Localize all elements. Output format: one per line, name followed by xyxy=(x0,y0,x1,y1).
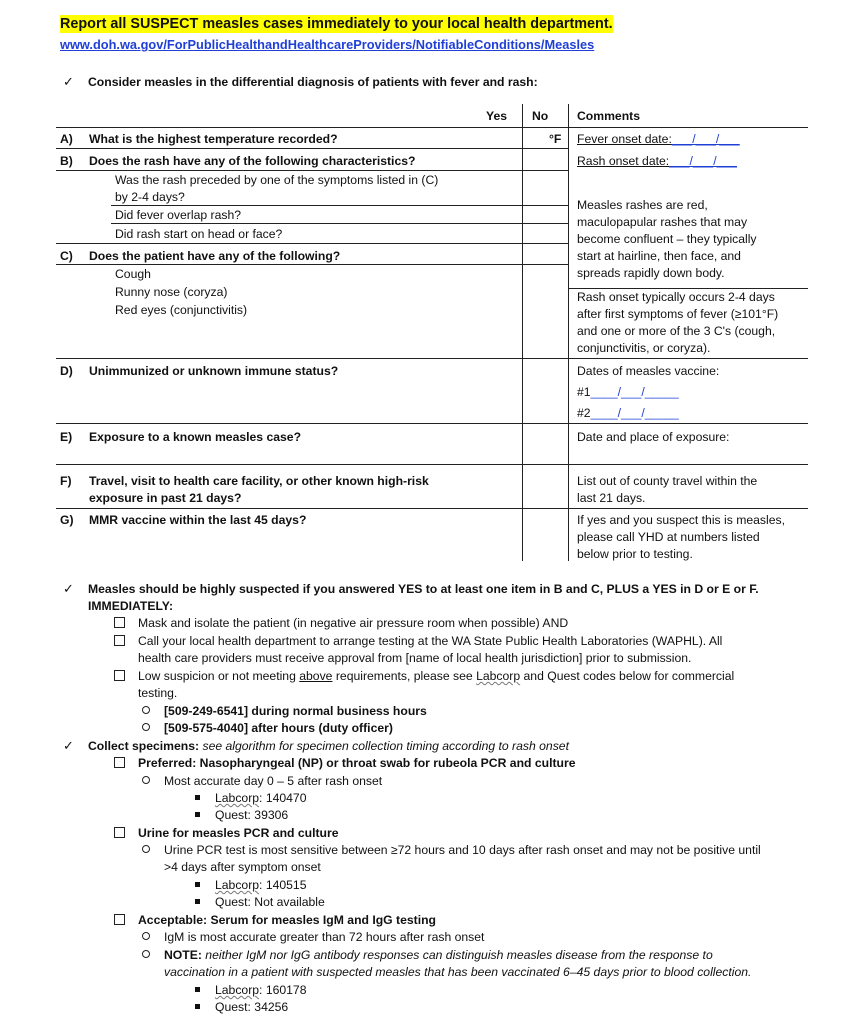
check-icon: ✓ xyxy=(63,738,74,753)
checkbox-icon[interactable] xyxy=(114,615,125,632)
rash-onset-description: Rash onset typically occurs 2-4 days after first symptoms of fever (≥101°F) and one or more of the 3 C's (cough, conjunctivitis, or coryza). xyxy=(577,290,779,355)
suspicion-criteria: Measles should be highly suspected if you answered YES to at least one item in B and C, PLUS a YES in D or E or F. xyxy=(88,582,759,596)
vaccine-dates-label: Dates of measles vaccine: xyxy=(577,364,720,378)
vaccine-date-1-field[interactable]: ____/___/_____ xyxy=(590,385,679,399)
antibody-note: NOTE: neither IgM nor IgG antibody responses can distinguish measles disease from the response to vaccination in a patient with suspected measles that has been vaccinated 6–45 days prior to blood collection. xyxy=(164,948,752,979)
immediately-label: IMMEDIATELY: xyxy=(88,599,174,613)
row-g-question: MMR vaccine within the last 45 days? xyxy=(89,513,307,527)
row-c-letter: C) xyxy=(60,249,73,263)
acceptable-specimen: Acceptable: Serum for measles IgM and IgG testing xyxy=(138,913,436,927)
vaccine-date-2: #2____/___/_____ xyxy=(577,406,679,420)
row-c-cough: Cough xyxy=(115,267,151,281)
row-f-question-2: exposure in past 21 days? xyxy=(89,491,242,505)
row-e-question: Exposure to a known measles case? xyxy=(89,430,302,444)
checkbox-icon[interactable] xyxy=(114,668,125,685)
vaccine-date-2-field[interactable]: ____/___/_____ xyxy=(590,406,679,420)
row-c-conjunctivitis: Red eyes (conjunctivitis) xyxy=(115,303,248,317)
igm-timing: IgM is most accurate greater than 72 hours after rash onset xyxy=(164,930,485,944)
row-b-sub2: Did fever overlap rash? xyxy=(115,208,241,222)
row-c-question: Does the patient have any of the following? xyxy=(89,249,341,263)
vaccine-date-1: #1____/___/_____ xyxy=(577,385,679,399)
check-icon: ✓ xyxy=(63,581,74,596)
row-a-question: What is the highest temperature recorded? xyxy=(89,132,338,146)
row-f-question-1: Travel, visit to health care facility, or other known high-risk xyxy=(89,474,429,488)
circle-bullet-icon xyxy=(142,703,150,720)
phone-after-hours: [509-575-4040] after hours (duty officer) xyxy=(164,721,393,735)
row-b-sub1: Was the rash preceded by one of the symptoms listed in (C) xyxy=(115,173,439,187)
check-icon: ✓ xyxy=(63,74,74,89)
row-b-question: Does the rash have any of the following characteristics? xyxy=(89,154,416,168)
row-f-letter: F) xyxy=(60,474,72,488)
exposure-label: Date and place of exposure: xyxy=(577,430,730,444)
report-banner: Report all SUSPECT measles cases immediately to your local health department. xyxy=(60,16,613,32)
row-e-letter: E) xyxy=(60,430,73,444)
urine-timing: Urine PCR test is most sensitive between ≥72 hours and 10 days after rash onset and may not be positive until >4 days after symptom onset xyxy=(164,843,761,874)
rash-onset-date-field[interactable]: ___/___/___ xyxy=(669,154,737,168)
row-b-sub1b: by 2-4 days? xyxy=(115,190,185,204)
urine-quest: Quest: Not available xyxy=(215,895,325,909)
urine-specimen: Urine for measles PCR and culture xyxy=(138,826,339,840)
serum-labcorp: Labcorp: 160178 xyxy=(215,983,307,997)
row-b-sub3: Did rash start on head or face? xyxy=(115,227,283,241)
fahrenheit-unit: °F xyxy=(549,132,562,146)
fever-onset: Fever onset date:___/___/___ xyxy=(577,132,740,146)
square-bullet-icon xyxy=(195,999,200,1016)
row-b-letter: B) xyxy=(60,154,73,168)
circle-bullet-icon xyxy=(142,929,150,946)
circle-bullet-icon xyxy=(142,720,150,737)
checkbox-icon[interactable] xyxy=(114,633,125,650)
circle-bullet-icon xyxy=(142,842,150,859)
preferred-quest: Quest: 39306 xyxy=(215,808,289,822)
row-a-letter: A) xyxy=(60,132,73,146)
urine-labcorp: Labcorp: 140515 xyxy=(215,878,307,892)
step-call-health-dept: Call your local health department to arrange testing at the WA State Public Health Laboratories (WAPHL). All health care providers must receive approval from [name of local health jurisdiction] prior to submission. xyxy=(138,634,723,665)
row-c-coryza: Runny nose (coryza) xyxy=(115,285,228,299)
serum-quest: Quest: 34256 xyxy=(215,1000,289,1014)
step-low-suspicion: Low suspicion or not meeting above requirements, please see Labcorp and Quest codes below for commercial testing. xyxy=(138,669,735,700)
checkbox-icon[interactable] xyxy=(114,755,125,772)
col-comments: Comments xyxy=(577,109,640,123)
checkbox-icon[interactable] xyxy=(114,912,125,929)
square-bullet-icon xyxy=(195,982,200,999)
fever-onset-date-field[interactable]: ___/___/___ xyxy=(671,132,740,146)
circle-bullet-icon xyxy=(142,773,150,790)
step-mask-isolate: Mask and isolate the patient (in negative air pressure room when possible) AND xyxy=(138,616,569,630)
row-d-question: Unimmunized or unknown immune status? xyxy=(89,364,339,378)
square-bullet-icon xyxy=(195,894,200,911)
doh-link[interactable]: www.doh.wa.gov/ForPublicHealthandHealthcareProviders/NotifiableConditions/Measles xyxy=(60,37,595,52)
intro-text: Consider measles in the differential diagnosis of patients with fever and rash: xyxy=(88,75,538,89)
collect-specimens: Collect specimens: see algorithm for specimen collection timing according to rash onset xyxy=(88,739,569,753)
travel-note: List out of county travel within the last 21 days. xyxy=(577,474,758,505)
row-d-letter: D) xyxy=(60,364,73,378)
preferred-labcorp: Labcorp: 140470 xyxy=(215,791,307,805)
preferred-specimen: Preferred: Nasopharyngeal (NP) or throat swab for rubeola PCR and culture xyxy=(138,756,576,770)
rash-description: Measles rashes are red, maculopapular rashes that may become confluent – they typically start at hairline, then face, and spreads rapidly down body. xyxy=(577,198,757,280)
square-bullet-icon xyxy=(195,807,200,824)
mmr-note: If yes and you suspect this is measles, please call YHD at numbers listed below prior to testing. xyxy=(577,513,785,561)
rash-onset: Rash onset date:___/___/___ xyxy=(577,154,737,168)
checkbox-icon[interactable] xyxy=(114,825,125,842)
col-no: No xyxy=(532,109,549,123)
phone-business-hours: [509-249-6541] during normal business hours xyxy=(164,704,427,718)
square-bullet-icon xyxy=(195,877,200,894)
square-bullet-icon xyxy=(195,790,200,807)
preferred-timing: Most accurate day 0 – 5 after rash onset xyxy=(164,774,383,788)
col-yes: Yes xyxy=(486,109,508,123)
circle-bullet-icon xyxy=(142,947,150,964)
row-g-letter: G) xyxy=(60,513,74,527)
